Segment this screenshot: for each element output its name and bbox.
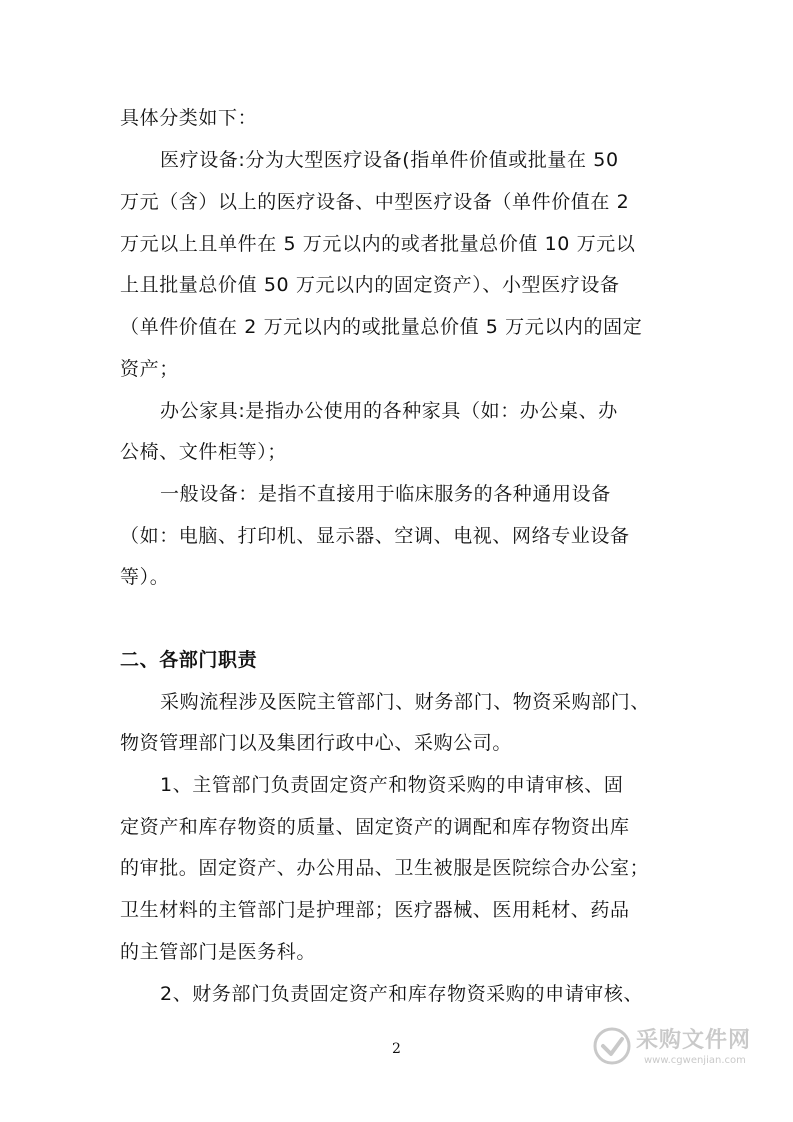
text-line: 万元（含）以上的医疗设备、中型医疗设备（单件价值在 2 — [120, 191, 630, 213]
watermark — [592, 1024, 782, 1072]
watermark-logo-icon — [592, 1026, 632, 1066]
watermark-url: www.cgwenjian.com — [644, 1055, 746, 1066]
text-line: 采购流程涉及医院主管部门、财务部门、物资采购部门、 — [160, 691, 651, 713]
text-line: 2、财务部门负责固定资产和库存物资采购的申请审核、 — [160, 983, 644, 1005]
text-line: 的主管部门是医务科。 — [120, 941, 317, 963]
text-line: （如：电脑、打印机、显示器、空调、电视、网络专业设备 — [120, 525, 630, 547]
text-line: 的审批。固定资产、办公用品、卫生被服是医院综合办公室； — [120, 857, 650, 879]
text-line: （单件价值在 2 万元以内的或批量总价值 5 万元以内的固定 — [120, 316, 643, 338]
text-line: 卫生材料的主管部门是护理部；医疗器械、医用耗材、药品 — [120, 899, 630, 921]
page-number: 2 — [392, 1041, 401, 1057]
text-line: 万元以上且单件在 5 万元以内的或者批量总价值 10 万元以 — [120, 233, 636, 255]
text-line: 医疗设备:分为大型医疗设备(指单件价值或批量在 50 — [160, 149, 619, 171]
text-line: 等）。 — [120, 566, 170, 588]
text-line: 1、主管部门负责固定资产和物资采购的申请审核、固 — [160, 774, 624, 796]
watermark-title: 采购文件网 — [636, 1028, 752, 1053]
text-line: 上且批量总价值 50 万元以内的固定资产）、小型医疗设备 — [120, 274, 620, 296]
text-line: 资产； — [120, 358, 179, 380]
text-line: 公椅、文件柜等）； — [120, 441, 287, 463]
text-line: 一般设备：是指不直接用于临床服务的各种通用设备 — [160, 483, 611, 505]
text-line: 具体分类如下： — [120, 107, 258, 129]
section-heading: 二、各部门职责 — [120, 649, 258, 671]
text-line: 物资管理部门以及集团行政中心、采购公司。 — [120, 732, 513, 754]
text-line: 办公家具:是指办公使用的各种家具（如：办公桌、办 — [160, 400, 618, 422]
text-line: 定资产和库存物资的质量、固定资产的调配和库存物资出库 — [120, 816, 630, 838]
